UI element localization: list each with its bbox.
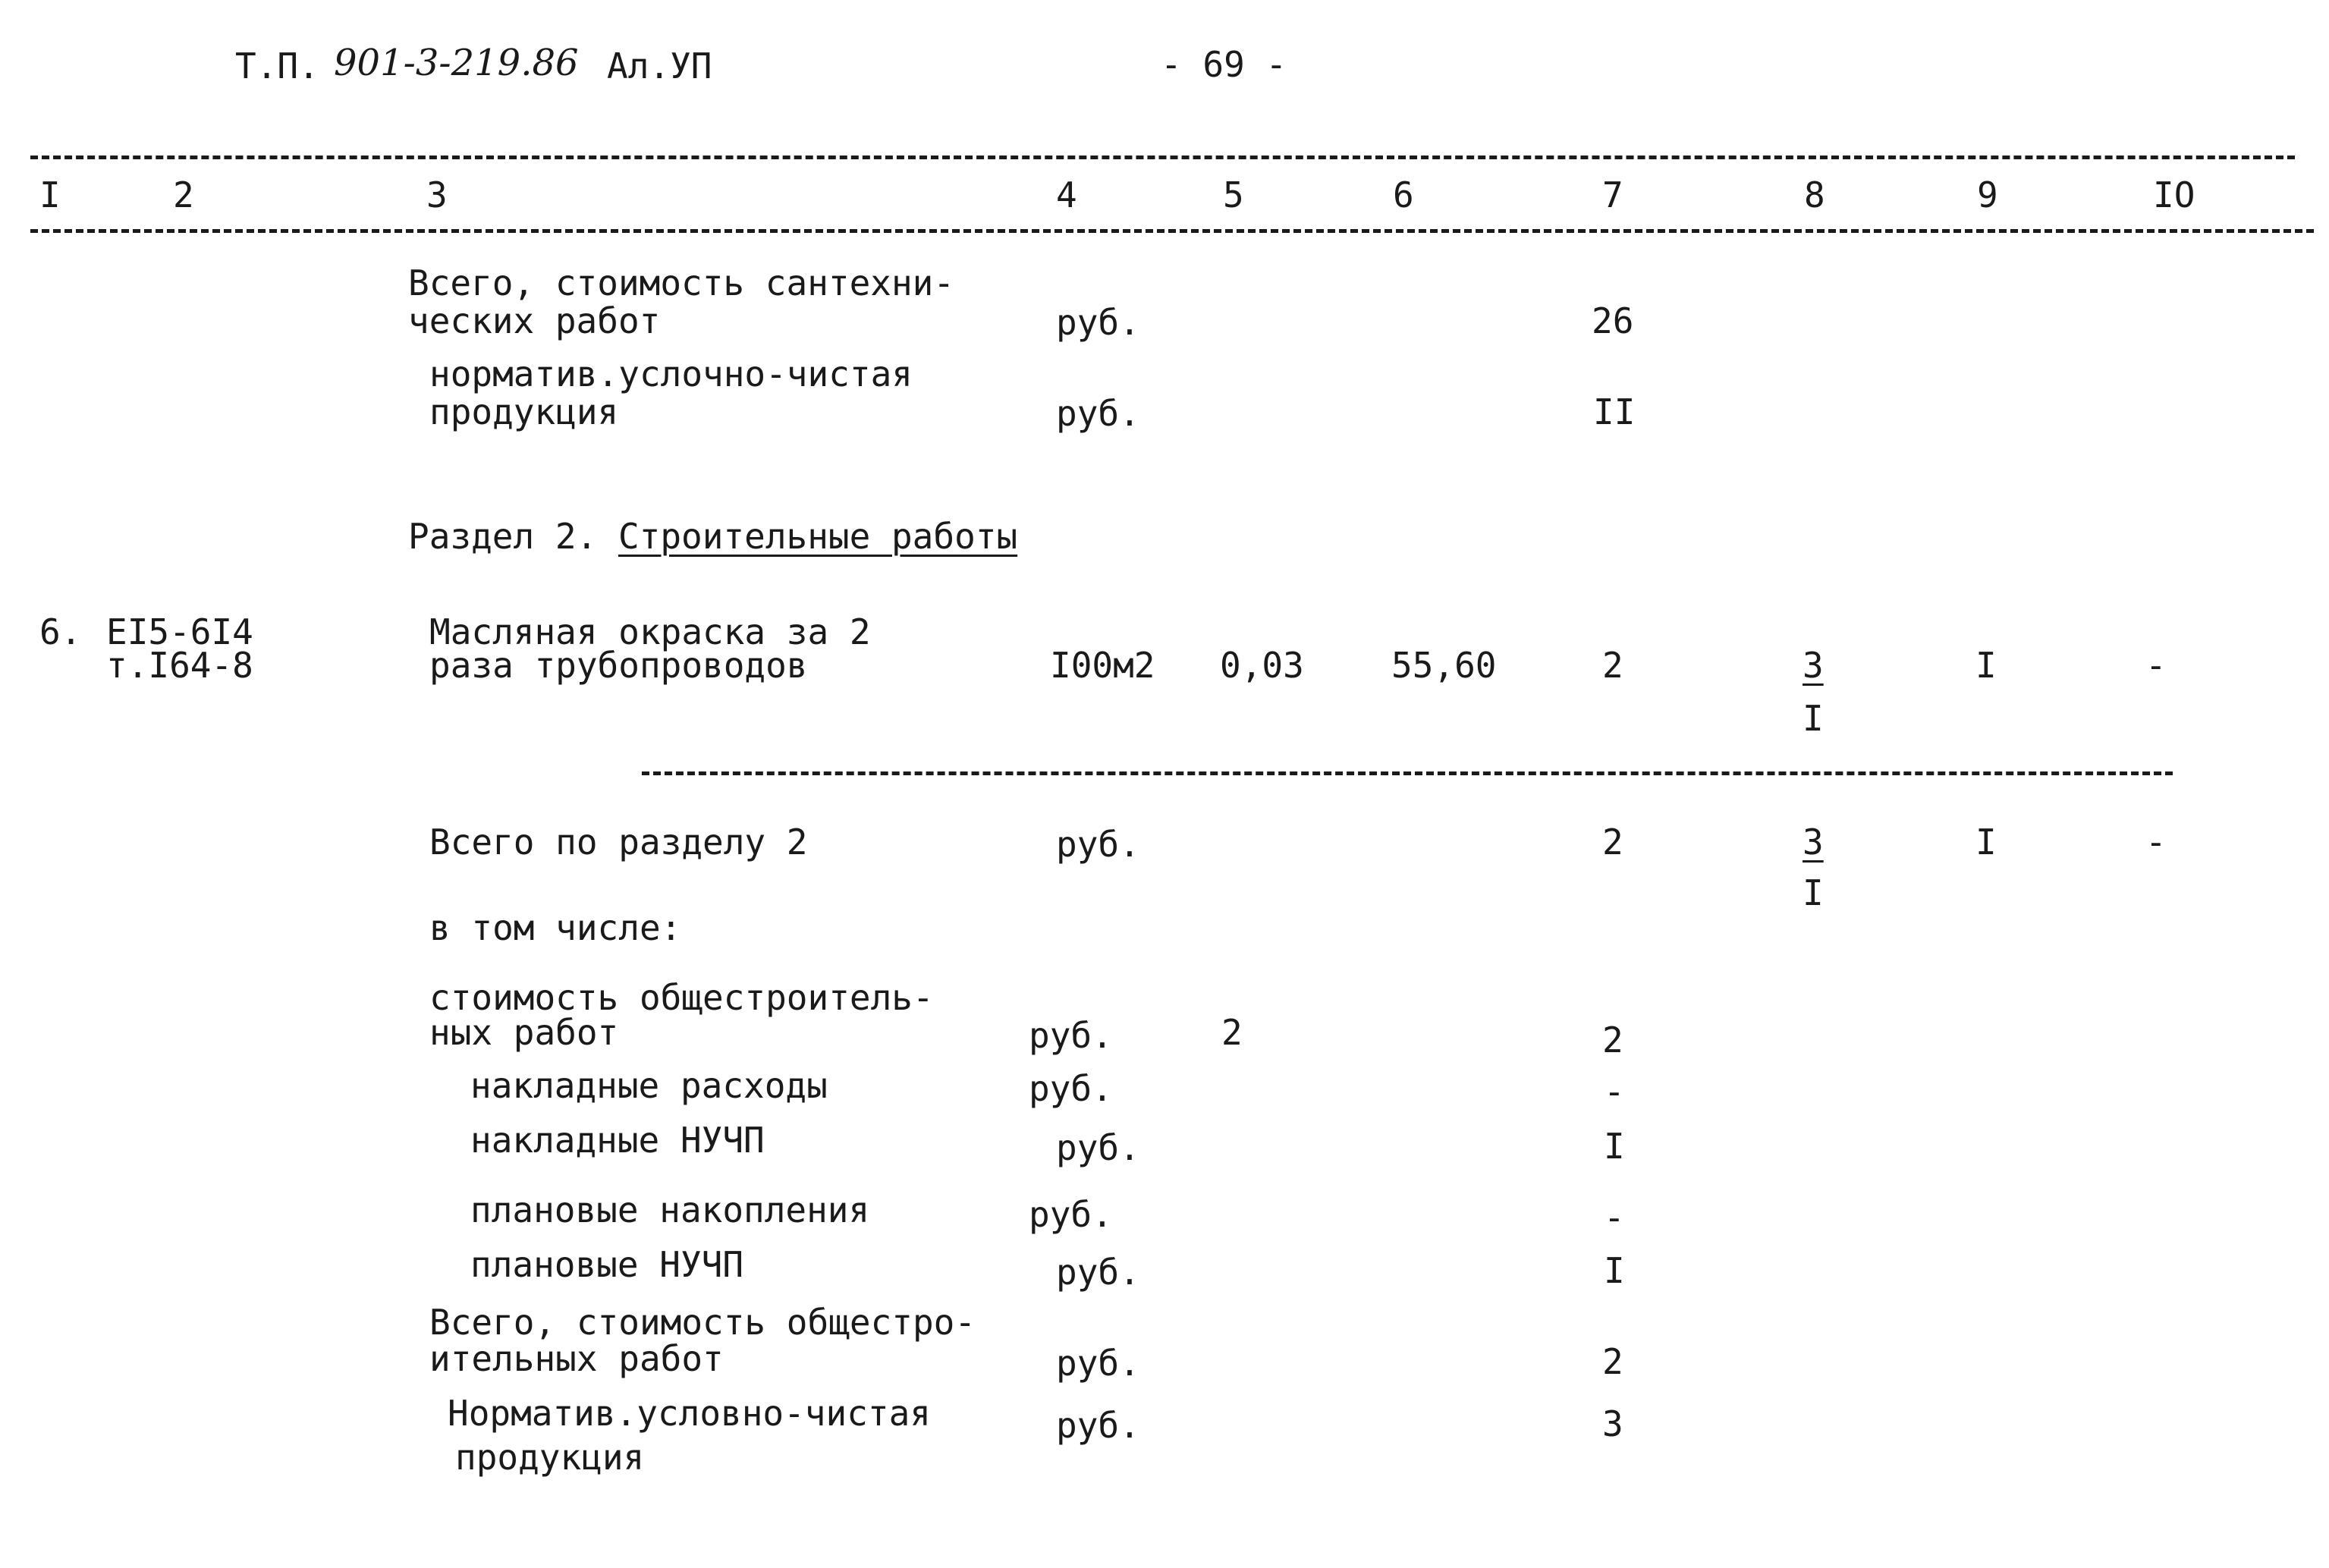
col-header-7: 7 [1602,174,1623,215]
norm-gen-value: 3 [1602,1403,1623,1444]
header-top-rule [30,156,2295,159]
total-gen-label-2: ительных работ [429,1338,724,1379]
total-sanitary-label-2: ческих работ [408,300,661,341]
total-sanitary-unit: руб. [1056,302,1140,343]
overhead-unit: руб. [1029,1068,1113,1109]
section-total-col9: I [1975,822,1997,863]
section-total-col7: 2 [1602,822,1623,863]
col-header-5: 5 [1223,174,1244,215]
planned-nuchp-label: плановые НУЧП [470,1244,744,1285]
item-col8-bottom: I [1803,698,1824,739]
item-desc-line1: Масляная окраска за 2 [429,611,871,652]
norm-gen-unit: руб. [1056,1405,1140,1446]
item-col10: - [2145,645,2167,686]
page-number: - 69 - [1161,44,1287,85]
section-total-unit: руб. [1056,824,1140,865]
planned-nuchp-unit: руб. [1056,1252,1140,1293]
item-unit: I00м2 [1050,645,1155,686]
item-col8-top: 3 [1803,645,1824,686]
total-gen-unit: руб. [1056,1343,1140,1384]
norm-sanitary-unit: руб. [1056,393,1140,434]
item-desc-line2: раза трубопроводов [429,645,808,686]
planned-value: - [1604,1197,1625,1238]
header-prefix: Т.П. [235,46,319,86]
item-qty: 0,03 [1220,645,1304,686]
section-title: Строительные работы [618,516,1018,557]
overhead-value: - [1604,1071,1625,1112]
col-header-9: 9 [1977,174,1998,215]
col-header-2: 2 [173,174,194,215]
overhead-nuchp-label: накладные НУЧП [470,1120,765,1161]
overhead-nuchp-value: I [1604,1126,1625,1167]
col-header-6: 6 [1393,174,1414,215]
section-total-label: Всего по разделу 2 [429,822,808,863]
section-total-col8-top: 3 [1803,822,1824,863]
col-header-3: 3 [426,174,448,215]
total-gen-label-1: Всего, стоимость общестро- [429,1302,976,1343]
gen-construction-unit: руб. [1029,1015,1113,1056]
norm-gen-label-2: продукция [455,1437,645,1478]
col-header-1: I [39,174,61,215]
norm-sanitary-label-2: продукция [429,391,619,432]
item-col9: I [1975,645,1997,686]
total-sanitary-label-1: Всего, стоимость сантехни- [408,262,955,303]
col-header-10: IO [2153,174,2195,215]
item-number: 6. [39,611,82,652]
gen-construction-col5: 2 [1221,1012,1243,1053]
planned-nuchp-value: I [1604,1250,1625,1291]
gen-construction-label-2: ных работ [429,1012,619,1053]
section-total-col8-bottom: I [1803,872,1824,913]
section-heading [408,517,1017,555]
item-code-line2: т.I64-8 [106,645,253,686]
section-separator-rule [642,771,2173,775]
section-total-col10: - [2145,822,2167,863]
header-album: Ал.УП [607,46,712,86]
section-prefix: Раздел 2. [408,516,598,557]
header-bottom-rule [30,229,2314,233]
total-gen-value: 2 [1602,1341,1623,1382]
overhead-nuchp-unit: руб. [1056,1127,1140,1168]
col-header-8: 8 [1804,174,1825,215]
item-col7: 2 [1602,645,1623,686]
planned-label: плановые накопления [470,1189,870,1230]
norm-sanitary-value: II [1593,391,1636,432]
overhead-label: накладные расходы [470,1065,828,1106]
item-price: 55,60 [1391,645,1497,686]
planned-unit: руб. [1029,1194,1113,1235]
norm-sanitary-label-1: норматив.услочно-чистая [429,354,913,394]
total-sanitary-value: 26 [1592,300,1634,341]
norm-gen-label-1: Норматив.условно-чистая [448,1393,931,1434]
item-code-line1: ЕI5-6I4 [106,611,253,652]
col-header-4: 4 [1056,174,1077,215]
header-doc-number: 901-3-219.86 [334,42,579,84]
gen-construction-col7: 2 [1602,1020,1623,1061]
gen-construction-label-1: стоимость общестроитель- [429,977,934,1018]
including-label: в том числе: [429,907,682,948]
